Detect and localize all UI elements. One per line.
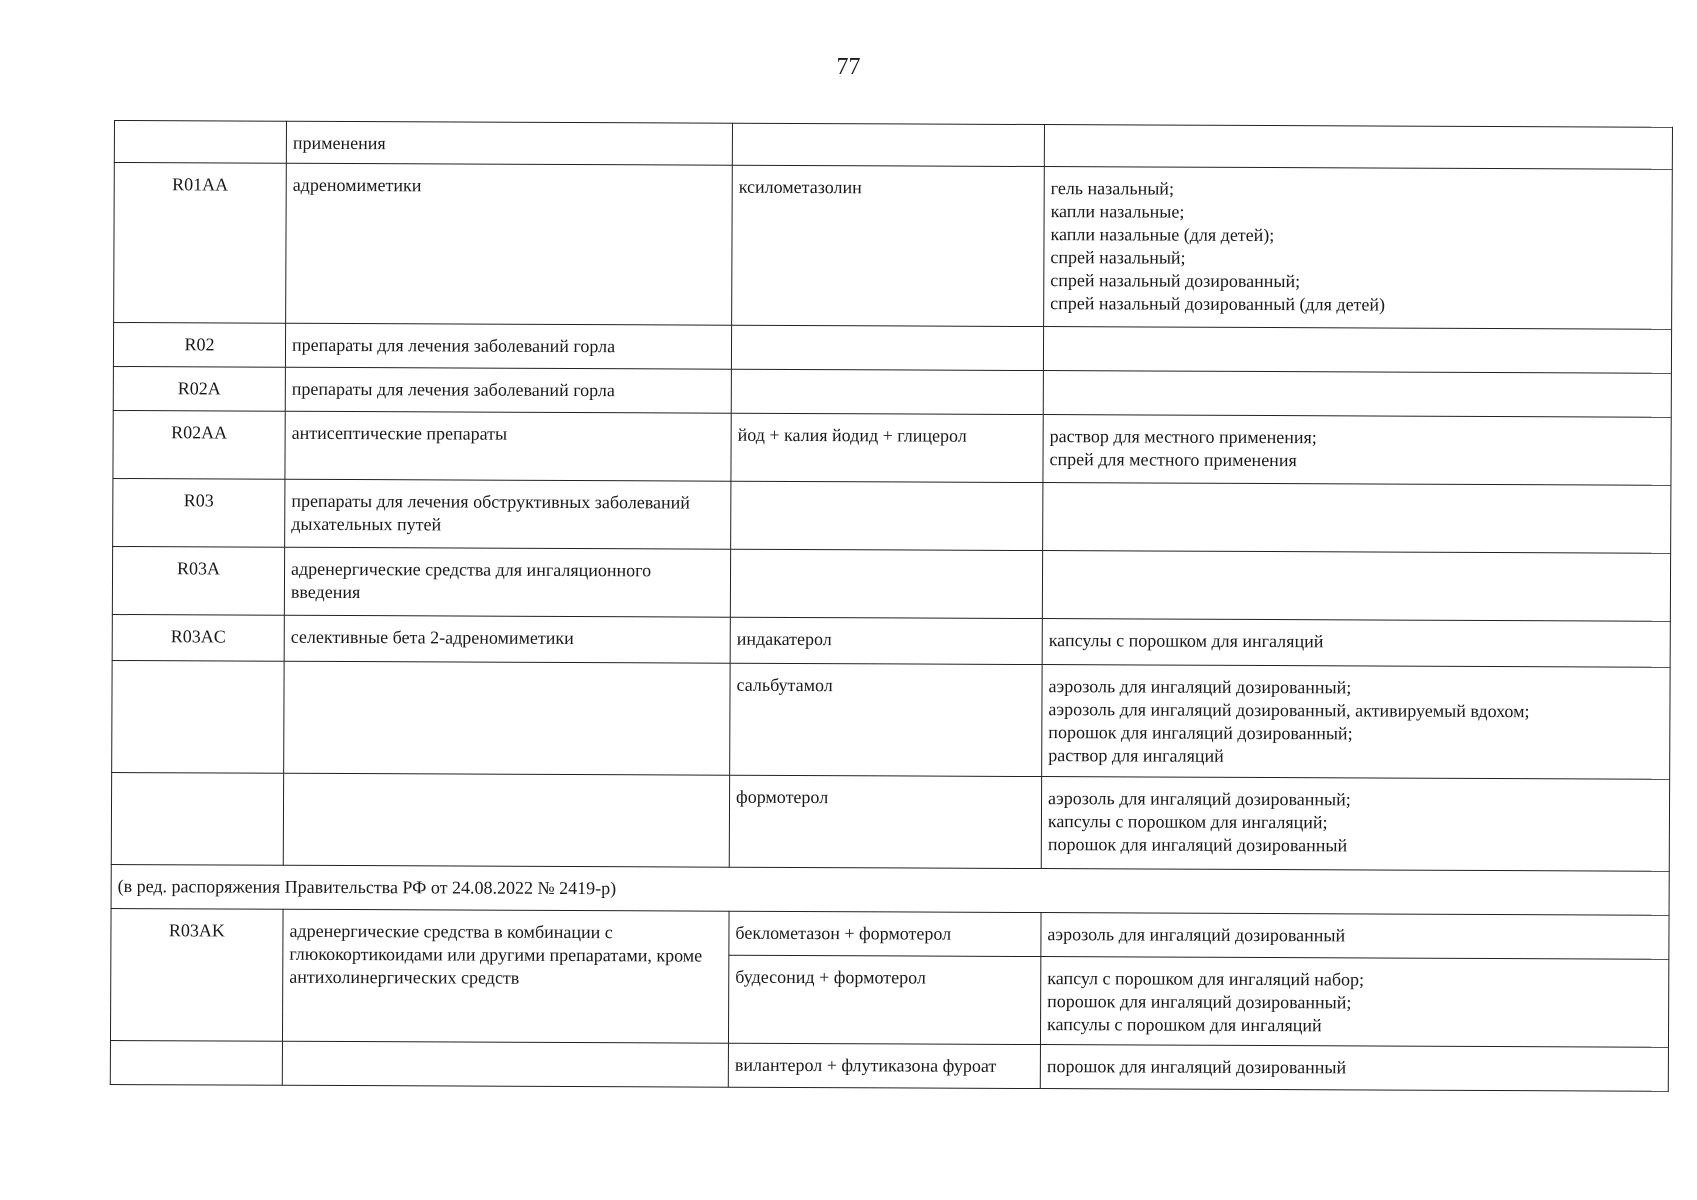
- group-cell: препараты для лечения заболеваний горла: [285, 367, 731, 413]
- form-line: аэрозоль для ингаляций дозированный;: [1048, 676, 1352, 698]
- inn-cell: вилантерол + флутиказона фуроат: [728, 1043, 1040, 1088]
- group-cell: препараты для лечения заболеваний горла: [285, 323, 731, 369]
- form-line: спрей назальный дозированный;: [1050, 270, 1301, 292]
- group-cell: препараты для лечения обструктивных заболеваний дыхательных путей: [285, 479, 731, 549]
- group-cell: адренергические средства в комбинации с глюкокортикоидами или другими препаратами, кроме антихолинергических средств: [282, 909, 729, 1043]
- amendment-note-row: [111, 864, 1669, 915]
- group-cell: антисептические препараты: [285, 411, 731, 481]
- form-line: раствор для местного применения;: [1049, 426, 1317, 448]
- group-cell: [282, 1041, 728, 1087]
- form-line: порошок для ингаляций дозированный;: [1048, 722, 1353, 744]
- group-cell: применения: [286, 121, 732, 165]
- form-cell: [1042, 619, 1670, 668]
- inn-cell: [731, 481, 1043, 550]
- form-line: аэрозоль для ингаляций дозированный, активируемый вдохом;: [1048, 699, 1530, 722]
- inn-cell: йод + калия йодид + глицерол: [731, 413, 1043, 482]
- form-cell: [1041, 777, 1669, 872]
- atc-code-cell: R03A: [112, 546, 284, 615]
- form-line: порошок для ингаляций дозированный: [1047, 834, 1348, 856]
- atc-code-cell: R03: [113, 478, 285, 547]
- drug-list-table: [110, 120, 1673, 1092]
- form-line: капсулы с порошком для ингаляций: [1048, 630, 1324, 652]
- atc-code-cell: R02AA: [113, 410, 285, 479]
- atc-code-cell: [114, 121, 286, 164]
- table-row: [113, 323, 1671, 374]
- form-cell: [1043, 371, 1671, 418]
- form-cell: [1040, 957, 1668, 1048]
- inn-cell: формотерол: [729, 775, 1041, 868]
- amendment-note: (в ред. распоряжения Правительства РФ от 24.08.2022 № 2419-р): [111, 864, 1669, 915]
- group-cell: [284, 661, 730, 775]
- group-cell: селективные бета 2-адреномиметики: [284, 615, 730, 663]
- form-line: капли назальные (для детей);: [1050, 224, 1275, 246]
- form-cell: [1044, 167, 1673, 330]
- table-row: [114, 121, 1672, 170]
- atc-code-cell: R03AC: [112, 614, 284, 661]
- form-cell: [1040, 1045, 1668, 1092]
- table-row: [111, 908, 1669, 959]
- form-line: спрей для местного применения: [1049, 449, 1297, 471]
- form-cell: [1043, 415, 1671, 486]
- form-line: спрей назальный;: [1050, 247, 1186, 268]
- inn-cell: [732, 123, 1044, 166]
- group-cell: [283, 773, 729, 867]
- form-line: капсулы с порошком для ингаляций: [1047, 1014, 1322, 1036]
- form-line: порошок для ингаляций дозированный;: [1047, 991, 1352, 1013]
- form-line: раствор для ингаляций: [1048, 745, 1224, 766]
- inn-cell: индакатерол: [730, 617, 1042, 664]
- form-line: гель назальный;: [1050, 178, 1175, 199]
- table-row: [112, 614, 1670, 667]
- atc-code-cell: [111, 772, 283, 865]
- document-sheet: [110, 120, 1672, 1092]
- form-cell: [1042, 551, 1670, 622]
- group-cell: адреномиметики: [286, 163, 733, 325]
- atc-code-cell: R01AA: [114, 163, 287, 324]
- inn-cell: [731, 369, 1043, 414]
- group-cell: адренергические средства для ингаляционного введения: [284, 547, 730, 617]
- form-cell: [1043, 483, 1671, 554]
- table-row: [112, 660, 1670, 779]
- atc-code-cell: R02: [113, 323, 285, 368]
- form-cell: [1042, 665, 1670, 780]
- inn-cell: [730, 549, 1042, 618]
- form-cell: [1041, 913, 1669, 960]
- table-row: [112, 546, 1670, 621]
- atc-code-cell: R03AK: [110, 908, 283, 1041]
- form-cell: [1043, 327, 1671, 374]
- table-row: [110, 1040, 1668, 1091]
- form-cell: [1044, 125, 1672, 170]
- form-line: спрей назальный дозированный (для детей): [1050, 293, 1386, 315]
- form-line: аэрозоль для ингаляций дозированный;: [1048, 788, 1351, 810]
- atc-code-cell: R02A: [113, 366, 285, 411]
- atc-code-cell: [112, 660, 284, 773]
- inn-cell: беклометазон + формотерол: [729, 911, 1041, 956]
- table-row: [111, 772, 1669, 871]
- table-row: [114, 163, 1673, 330]
- table-row: [113, 478, 1671, 553]
- table-row: [113, 366, 1671, 417]
- inn-cell: будесонид + формотерол: [728, 955, 1040, 1044]
- form-line: капли назальные;: [1050, 201, 1185, 222]
- form-line: капсул с порошком для ингаляций набор;: [1047, 968, 1365, 990]
- inn-cell: ксилометазолин: [732, 165, 1045, 326]
- inn-cell: [731, 325, 1043, 370]
- form-line: аэрозоль для ингаляций дозированный: [1047, 924, 1346, 946]
- atc-code-cell: [110, 1040, 282, 1085]
- table-row: [113, 410, 1671, 485]
- page-number: 77: [836, 54, 861, 80]
- form-line: порошок для ингаляций дозированный: [1046, 1056, 1347, 1078]
- form-line: капсулы с порошком для ингаляций;: [1047, 811, 1328, 833]
- inn-cell: сальбутамол: [730, 663, 1042, 776]
